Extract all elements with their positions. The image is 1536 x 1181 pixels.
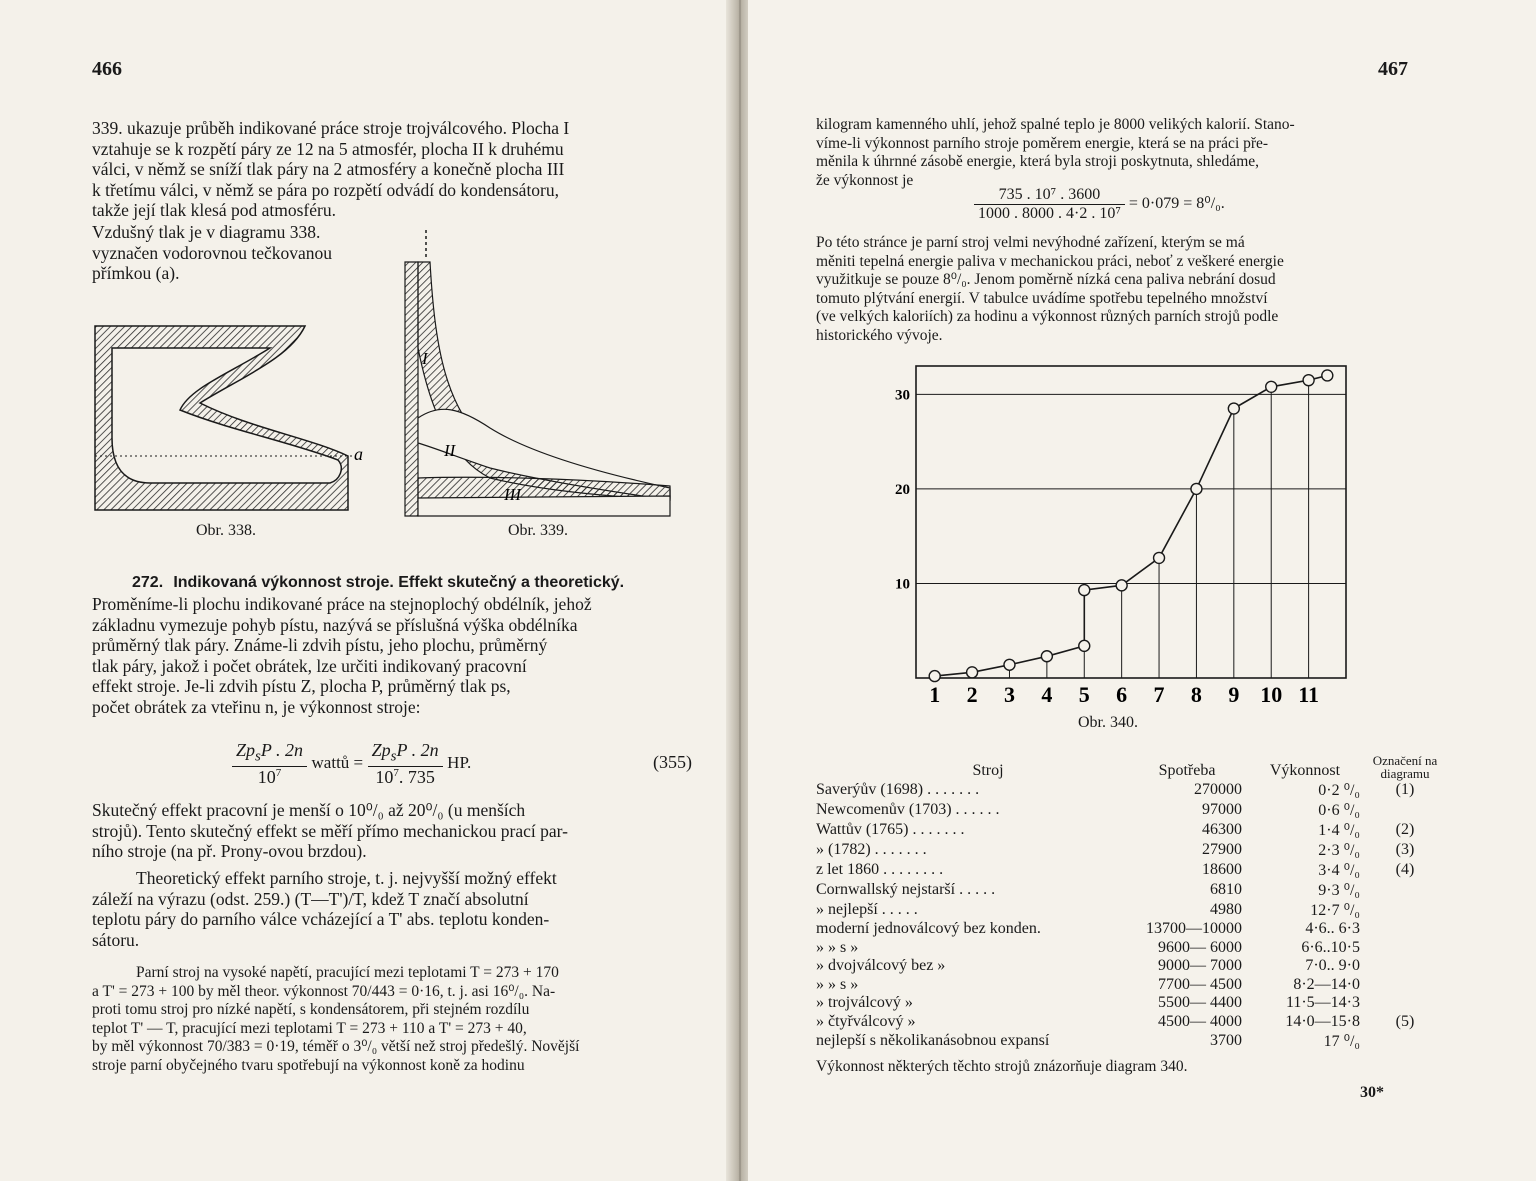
section-number: 272.	[132, 574, 164, 591]
text-line: počet obrátek za vteřinu n, je výkonnost stroje:	[92, 696, 421, 717]
formula-text: 10	[257, 766, 276, 787]
table-header-row	[812, 754, 1446, 780]
text-line: by měl výkonnost 70/383 = 0·19, téměř o 3⁰/₀ větší než stroj předešlý. Novější	[92, 1038, 580, 1055]
engine-name-cell: » trojválcový »	[816, 994, 913, 1012]
text-line: 339. ukazuje průběh indikované práce stroje trojválcového. Plocha I	[92, 118, 570, 138]
efficiency-chart	[868, 344, 1358, 714]
diagram-mark-cell	[1364, 976, 1446, 995]
signature-mark: 30*	[1360, 1084, 1384, 1101]
text-line: effekt stroje. Je-li zdvih pístu Z, plocha P, průměrný tlak ps,	[92, 676, 511, 696]
small-print-paragraph	[92, 964, 688, 1075]
data-point	[967, 667, 978, 678]
consumption-cell: 270000	[1194, 781, 1242, 798]
intro-paragraph	[92, 118, 688, 221]
diagram-mark-cell	[1364, 800, 1446, 820]
diagram-mark-cell	[1364, 920, 1446, 939]
formula-text: . 735	[398, 766, 435, 787]
formula-text: 7	[393, 766, 399, 779]
consumption-cell: 9600— 6000	[1158, 938, 1242, 956]
formula-text: s	[390, 748, 397, 765]
efficiency-cell: 1·4 ⁰/₀	[1318, 822, 1360, 839]
x-tick-label: 3	[1003, 682, 1015, 707]
formula-text: Zp	[236, 740, 256, 760]
text-line: Po této stránce je parní stroj velmi nevýhodné zařízení, kterým se má	[816, 234, 1245, 251]
formula-355	[232, 740, 692, 790]
table-row	[812, 780, 1446, 800]
text-line: víme-li výkonnost parního stroje poměrem energie, která se na práci pře-	[816, 134, 1269, 152]
formula-text: Zp	[371, 740, 391, 760]
diagram-mark-cell	[1364, 939, 1446, 958]
section-heading	[132, 572, 692, 592]
fig339-label-II: II	[444, 441, 456, 460]
text-line: průměrný tlak páry. Známe-li zdvih pístu, jeho plochu, průměrný	[92, 635, 548, 655]
data-point	[1191, 483, 1202, 494]
text-line: strojů). Tento skutečný effekt se měří přímo mechanickou prací par-	[92, 820, 568, 841]
table-row	[812, 840, 1446, 860]
column-header: Výkonnost	[1269, 762, 1341, 779]
data-point	[1079, 585, 1090, 596]
table-row	[812, 860, 1446, 880]
x-tick-label: 9	[1228, 682, 1240, 707]
text-line: a T' = 273 + 100 by měl theor. výkonnost 70/443 = 0·16, t. j. asi 16⁰/₀. Na-	[92, 982, 556, 1000]
formula-text: 7	[275, 766, 282, 779]
series-line	[935, 376, 1328, 677]
formula-text: 10	[375, 766, 394, 787]
engine-name-cell: » » s »	[816, 975, 859, 993]
engine-name-cell: » (1782) . . . . . . .	[816, 841, 927, 858]
text-line: historického vývoje.	[816, 326, 943, 344]
text-line: (ve velkých kaloriích) za hodinu a výkonnost různých parních strojů podle	[816, 308, 1279, 325]
engine-table	[812, 754, 1446, 1051]
efficiency-cell: 11·5—14·3	[1285, 994, 1360, 1012]
side-note	[92, 222, 392, 284]
text-line: že výkonnost je	[816, 171, 914, 189]
diagram-mark-cell: (4)	[1395, 861, 1415, 878]
efficiency-cell: 3·4 ⁰/₀	[1318, 862, 1360, 879]
text-line: kilogram kamenného uhlí, jehož spalné teplo je 8000 velikých kalorií. Stano-	[816, 116, 1295, 133]
fraction-watts	[232, 740, 307, 788]
consumption-cell: 9000— 7000	[1158, 957, 1242, 975]
efficiency-cell: 8·2—14·0	[1293, 975, 1360, 993]
x-tick-label: 1	[929, 682, 941, 707]
efficiency-formula	[974, 186, 1225, 223]
formula-text: P . 2n	[396, 740, 439, 760]
diagram-mark-cell	[1364, 900, 1446, 920]
text-line: proti tomu stroj pro nízké napětí, s kondensátorem, při stejném rozdílu	[92, 1001, 530, 1018]
data-point	[1079, 640, 1090, 651]
consumption-cell: 4500— 4000	[1158, 1012, 1242, 1030]
table-row	[812, 880, 1446, 900]
text-line: takže její tlak klesá pod atmosféru.	[92, 200, 336, 220]
table-row	[812, 800, 1446, 820]
text-line: Vzdušný tlak je v diagramu 338.	[92, 222, 321, 242]
text-line: stroje parní obyčejného tvaru spotřebují na výkonnost koně za hodinu	[92, 1056, 525, 1074]
diagram-mark-cell	[1364, 1031, 1446, 1051]
text-line: tomuto plýtvání energií. V tabulce uvádíme spotřebu tepelného množství	[816, 289, 1268, 307]
engine-name-cell: nejlepší s několikanásobnou expansí	[816, 1032, 1050, 1049]
consumption-cell: 6810	[1210, 881, 1242, 898]
text-line: záleží na výrazu (odst. 259.) (T—T')/T, kdež T značí absolutní	[92, 888, 529, 909]
x-tick-label: 5	[1078, 682, 1090, 707]
y-tick-label: 20	[895, 481, 910, 498]
consumption-cell: 4980	[1210, 901, 1242, 918]
right-paragraph	[816, 234, 1412, 345]
data-point	[1116, 580, 1127, 591]
text-line: Proměníme-li plochu indikované práce na stejnoplochý obdélník, jehož	[92, 594, 592, 614]
engine-name-cell: » nejlepší . . . . .	[816, 901, 918, 918]
data-point	[1303, 375, 1314, 386]
formula-unit-hp: HP.	[447, 752, 472, 772]
diagram-mark-cell: (3)	[1395, 841, 1415, 858]
table-row	[812, 1013, 1446, 1032]
text-line: Parní stroj na vysoké napětí, pracující mezi teplotami T = 273 + 170	[136, 964, 559, 981]
consumption-cell: 97000	[1202, 801, 1242, 818]
text-line: tlak páry, jakož i počet obrátek, lze určiti indikovaný pracovní	[92, 655, 527, 676]
equation-number: (355)	[653, 752, 692, 772]
text-line: měnila k úhrnné zásobě energie, která byla stroji poskytnuta, shledáme,	[816, 153, 1260, 170]
efficiency-cell: 6·6..10·5	[1301, 938, 1360, 956]
data-point	[1154, 552, 1165, 563]
left-page	[0, 0, 740, 1181]
formula-text: P . 2n	[260, 740, 304, 760]
text-line: ního stroje (na př. Prony-ovou brzdou).	[92, 841, 367, 861]
diagram-mark-cell: (1)	[1395, 781, 1415, 798]
text-line: k třetímu válci, v němž se pára po rozpětí odvádí do kondensátoru,	[92, 179, 560, 200]
figure-339	[400, 228, 692, 518]
paragraph-1	[92, 594, 688, 717]
consumption-cell: 27900	[1202, 841, 1242, 858]
table-row	[812, 939, 1446, 958]
text-line: přímkou (a).	[92, 263, 180, 283]
page-number-right: 467	[1378, 58, 1408, 80]
y-tick-label: 10	[895, 576, 910, 593]
right-intro-paragraph	[816, 116, 1412, 190]
section-title: Indikovaná výkonnost stroje. Effekt skutečný a theoretický.	[173, 574, 625, 591]
efficiency-cell: 0·2 ⁰/₀	[1318, 782, 1360, 799]
consumption-cell: 3700	[1210, 1032, 1242, 1049]
efficiency-cell: 7·0.. 9·0	[1305, 957, 1360, 975]
engine-name-cell: moderní jednoválcový bez konden.	[816, 920, 1041, 938]
text-line: měniti tepelná energie paliva v mechanickou práci, neboť z veškeré energie	[816, 252, 1284, 270]
column-header: Označení na diagramu	[1372, 753, 1438, 781]
text-line: válci, v němž se sníží tlak páry na 2 atmosféry a konečně plocha III	[92, 159, 565, 179]
efficiency-cell: 4·6.. 6·3	[1305, 920, 1360, 938]
diagram-mark-cell: (5)	[1395, 1012, 1415, 1030]
consumption-cell: 46300	[1202, 821, 1242, 838]
fig339-caption: Obr. 339.	[508, 522, 568, 539]
data-point	[1041, 651, 1052, 662]
diagram-mark-cell	[1364, 957, 1446, 976]
chart-frame	[916, 366, 1346, 678]
x-tick-label: 6	[1116, 682, 1128, 707]
x-tick-label: 4	[1041, 682, 1053, 707]
efficiency-fraction	[974, 186, 1125, 223]
efficiency-cell: 2·3 ⁰/₀	[1318, 842, 1360, 859]
engine-name-cell: Wattův (1765) . . . . . . .	[816, 821, 965, 838]
fig338-caption: Obr. 338.	[196, 522, 256, 539]
text-line: sátoru.	[92, 929, 140, 950]
consumption-cell: 5500— 4400	[1158, 994, 1242, 1012]
text-line: základnu vymezuje pohyb pístu, nazývá se příslušná výška obdélníka	[92, 614, 578, 635]
efficiency-cell: 12·7 ⁰/₀	[1310, 902, 1360, 919]
engine-name-cell: » čtyřválcový »	[816, 1012, 916, 1030]
table-row	[812, 976, 1446, 995]
data-point	[1228, 403, 1239, 414]
fig339-label-I: I	[422, 349, 428, 368]
table-row	[812, 1031, 1446, 1051]
text-line: využitkuje se pouze 8⁰/₀. Jenom poměrně nízká cena paliva nebrání dosud	[816, 271, 1276, 288]
consumption-cell: 18600	[1202, 861, 1242, 878]
efficiency-cell: 17 ⁰/₀	[1323, 1033, 1360, 1050]
efficiency-cell: 14·0—15·8	[1285, 1012, 1360, 1030]
right-page	[748, 0, 1536, 1181]
formula-denominator: 1000 . 8000 . 4·2 . 10⁷	[978, 205, 1121, 222]
table-row	[812, 820, 1446, 840]
closing-line: Výkonnost některých těchto strojů znázorňuje diagram 340.	[816, 1058, 1188, 1075]
engine-name-cell: z let 1860 . . . . . . . .	[816, 861, 944, 878]
efficiency-cell: 9·3 ⁰/₀	[1318, 882, 1360, 899]
x-tick-label: 7	[1153, 682, 1165, 707]
column-header: Spotřeba	[1158, 762, 1216, 779]
engine-name-cell: Saverýův (1698) . . . . . . .	[816, 781, 980, 798]
diagram-mark-cell	[1364, 994, 1446, 1013]
consumption-cell: 7700— 4500	[1158, 975, 1242, 993]
engine-name-cell: Newcomenův (1703) . . . . . .	[816, 801, 1000, 818]
chart-caption: Obr. 340.	[1078, 714, 1138, 731]
formula-numerator: 735 . 10⁷ . 3600	[974, 186, 1125, 205]
figure-338	[90, 318, 363, 514]
fig338-label-a: a	[354, 444, 363, 464]
x-tick-label: 8	[1190, 682, 1202, 707]
consumption-cell: 13700—10000	[1146, 920, 1242, 938]
text-line: Theoretický effekt parního stroje, t. j. nejvyšší možný effekt	[136, 868, 557, 888]
x-tick-label: 2	[966, 682, 978, 707]
text-line: teplot T' — T, pracující mezi teplotami T = 273 + 110 a T' = 273 + 40,	[92, 1019, 527, 1037]
text-line: Skutečný effekt pracovní je menší o 10⁰/₀ až 20⁰/₀ (u menších	[92, 800, 526, 820]
table-row	[812, 957, 1446, 976]
fig339-label-III: III	[504, 485, 521, 504]
formula-result: = 0·079 = 8⁰/₀.	[1128, 195, 1225, 213]
text-line: vyznačen vodorovnou tečkovanou	[92, 242, 333, 263]
diagram-mark-cell: (2)	[1395, 821, 1415, 838]
paragraph-3	[92, 868, 688, 950]
table-row	[812, 900, 1446, 920]
text-line: vztahuje se k rozpětí páry ze 12 na 5 atmosfér, plocha II k druhému	[92, 138, 564, 159]
formula-text: s	[255, 748, 261, 765]
engine-name-cell: » » s »	[816, 938, 859, 956]
column-header: Stroj	[972, 762, 1004, 779]
x-tick-label: 10	[1260, 682, 1283, 707]
y-tick-label: 30	[895, 387, 910, 404]
table-row	[812, 920, 1446, 939]
fraction-hp	[368, 740, 443, 788]
efficiency-cell: 0·6 ⁰/₀	[1318, 802, 1360, 819]
data-point	[929, 671, 940, 682]
page-number-left: 466	[92, 58, 122, 80]
formula-unit-watts: wattů =	[311, 752, 364, 772]
x-tick-label: 11	[1298, 682, 1320, 707]
table-row	[812, 994, 1446, 1013]
paragraph-2	[92, 800, 688, 862]
engine-name-cell: Cornwallský nejstarší . . . . .	[816, 881, 996, 898]
data-point	[1266, 381, 1277, 392]
diagram-mark-cell	[1364, 880, 1446, 900]
data-point	[1004, 659, 1015, 670]
engine-name-cell: » dvojválcový bez »	[816, 957, 946, 975]
data-point	[1322, 370, 1333, 381]
text-line: teplotu páry do parního válce vcházející a T' abs. teplotu konden-	[92, 909, 550, 929]
